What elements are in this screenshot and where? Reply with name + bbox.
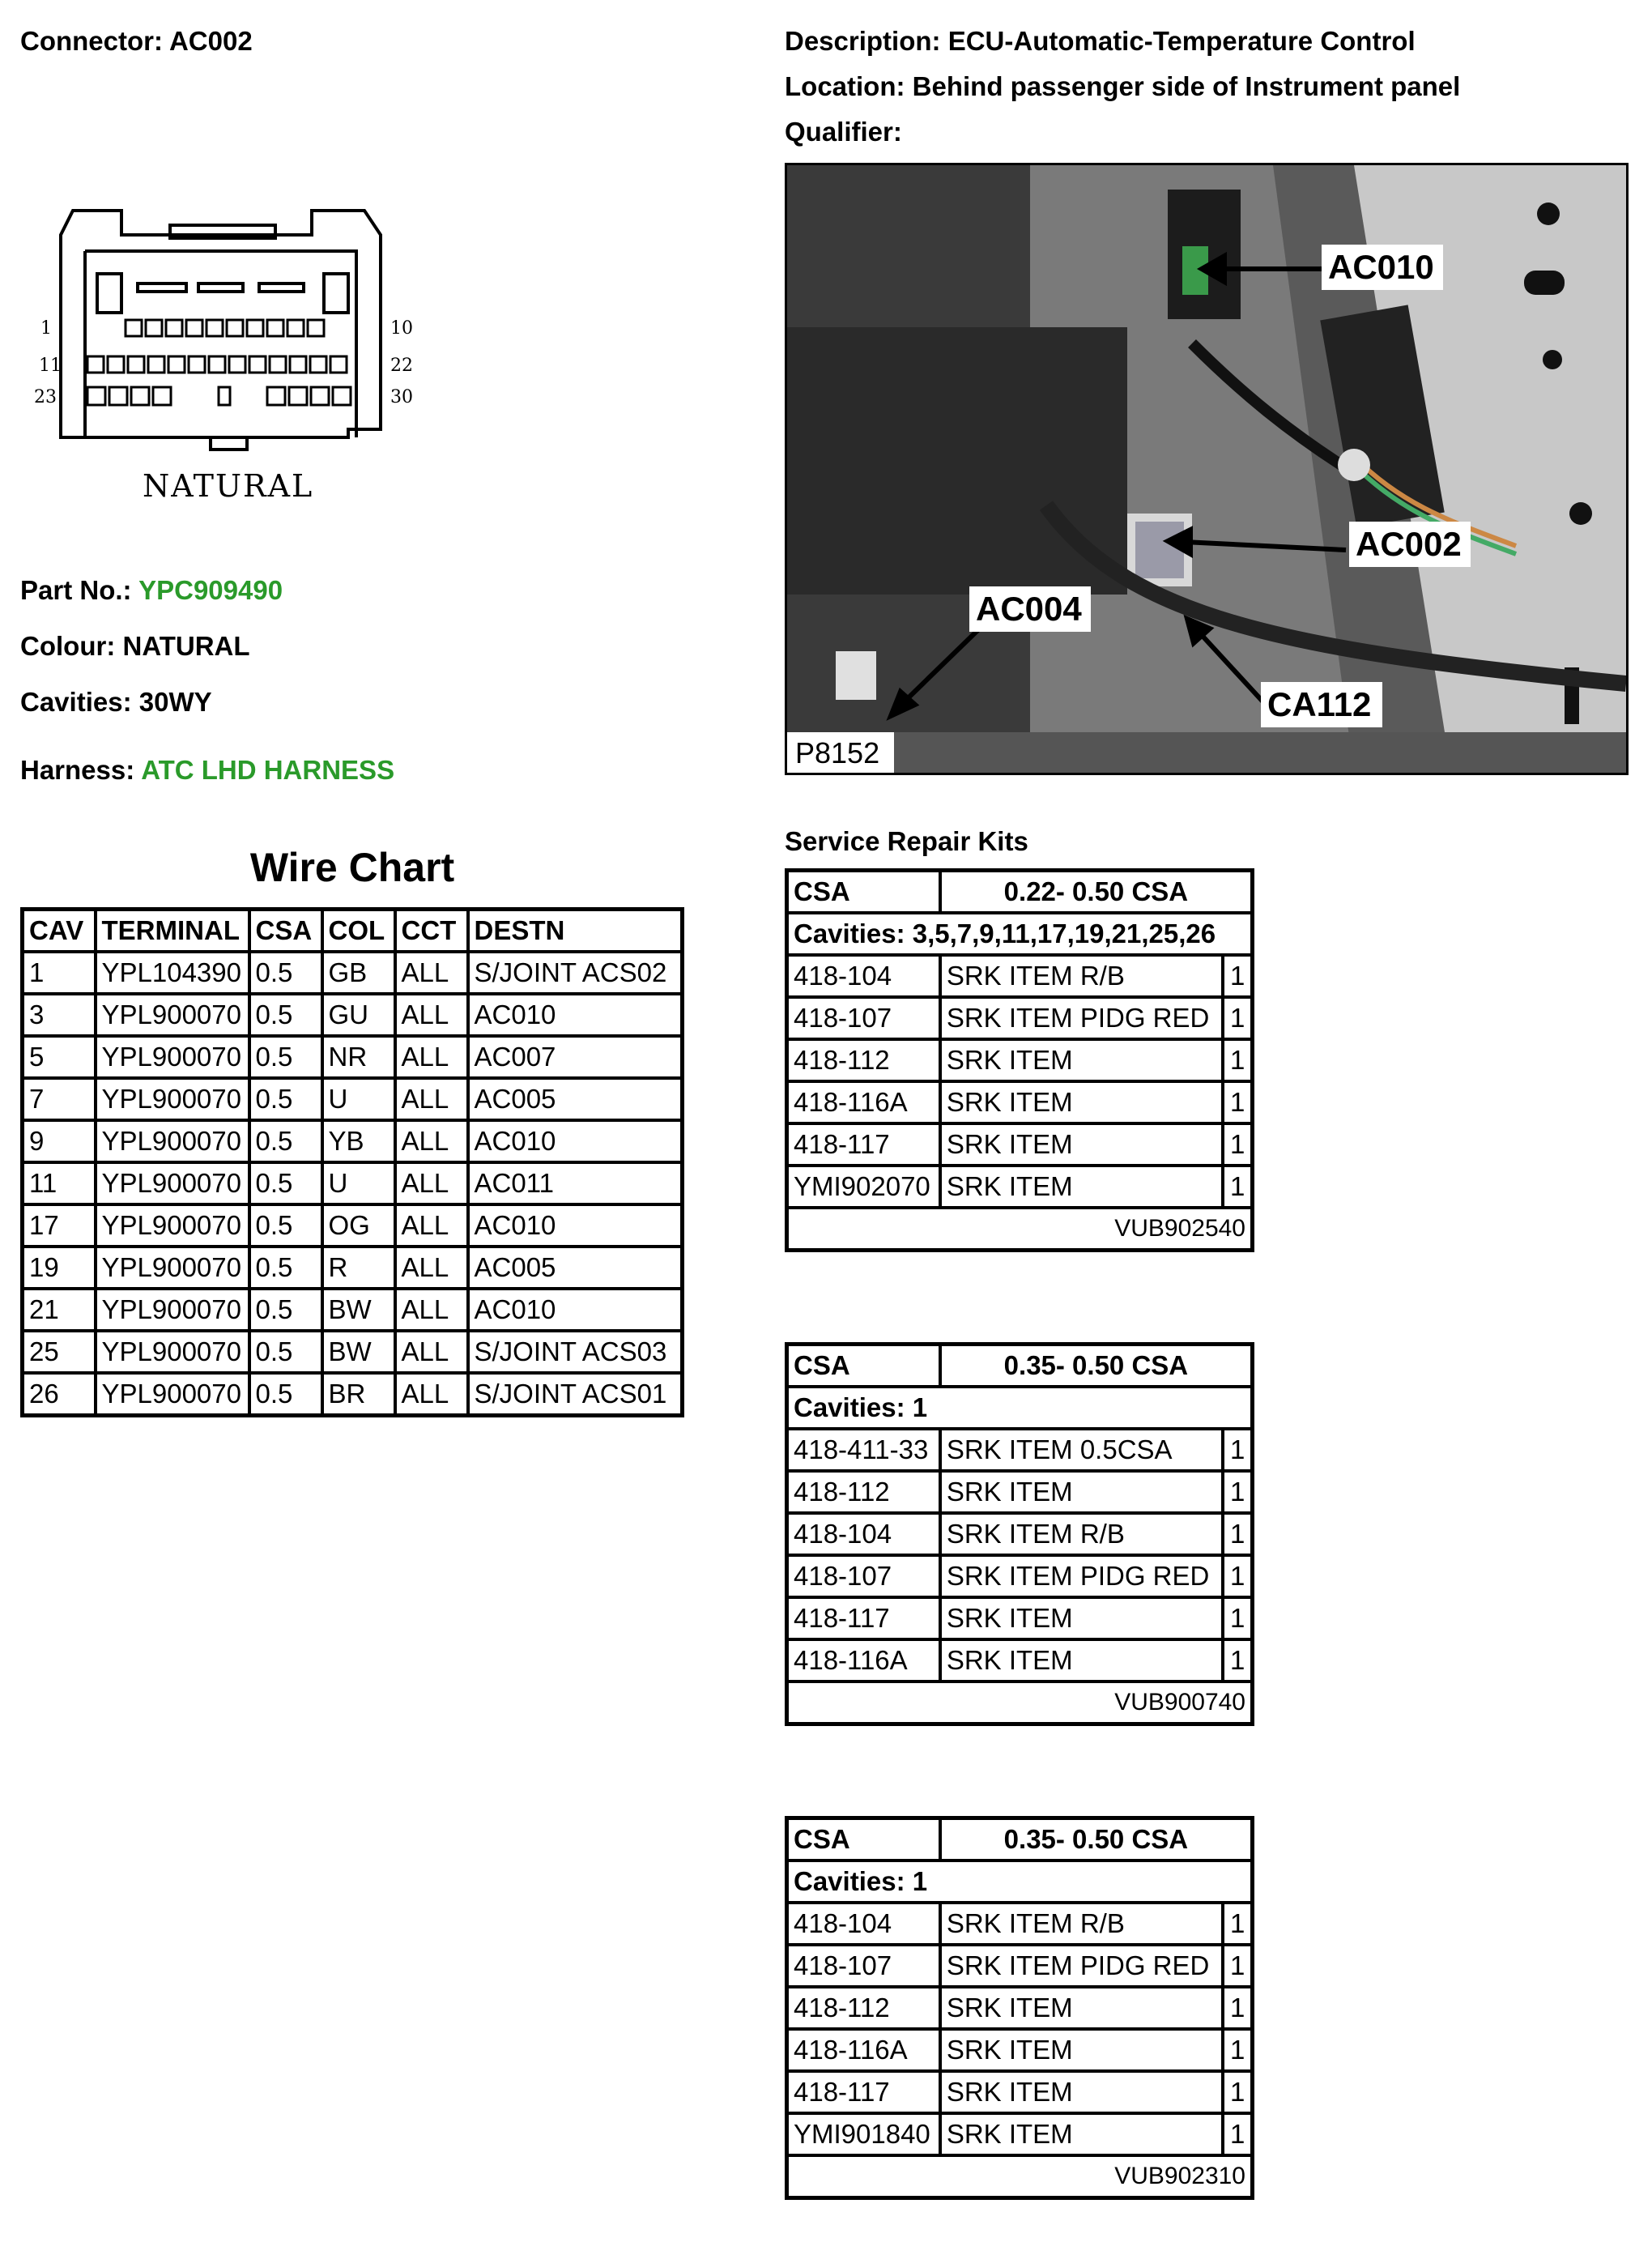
wire-chart-cell: ALL [395, 1204, 468, 1247]
kit-item-part: 418-117 [787, 2071, 940, 2113]
kit-item-part: 418-117 [787, 1597, 940, 1639]
kit-item-desc: SRK ITEM PIDG RED [940, 1555, 1223, 1597]
wire-chart-cell: ALL [395, 1331, 468, 1373]
photo-id: P8152 [795, 736, 880, 769]
kit-item-part: 418-104 [787, 1903, 940, 1945]
kit-item-row [787, 1513, 1253, 1555]
wire-chart-cell: 0.5 [249, 952, 322, 994]
colour-line: Colour: NATURAL [20, 631, 250, 661]
kit-item-row [787, 1903, 1253, 1945]
wire-chart-cell: 7 [23, 1078, 96, 1120]
pin-label-30: 30 [390, 387, 413, 407]
kit-item-qty: 1 [1223, 2113, 1252, 2155]
kit-item-row [787, 2029, 1253, 2071]
wire-chart-cell: YPL104390 [96, 952, 249, 994]
wire-chart-cell: 17 [23, 1204, 96, 1247]
wire-chart-cell: YPL900070 [96, 1247, 249, 1289]
wire-chart-cell: 26 [23, 1373, 96, 1416]
kit-number: VUB902540 [787, 1208, 1253, 1251]
wire-chart-title: Wire Chart [249, 845, 455, 890]
kit-item-row [787, 1166, 1253, 1208]
wire-chart-cell: S/JOINT ACS02 [468, 952, 683, 994]
kit-item-desc: SRK ITEM [940, 1597, 1223, 1639]
kit-item-desc: SRK ITEM [940, 2113, 1223, 2155]
kit-item-qty: 1 [1223, 1987, 1252, 2029]
kit-item-row [787, 1597, 1253, 1639]
pin-label-10: 10 [390, 318, 413, 339]
kit-csa-range: 0.35- 0.50 CSA [940, 1818, 1253, 1861]
wire-chart-cell: 9 [23, 1120, 96, 1162]
location-line: Location: Behind passenger side of Instrument panel [785, 71, 1461, 101]
kit-item-desc: SRK ITEM PIDG RED [940, 1945, 1223, 1987]
wire-chart-cell: 5 [23, 1036, 96, 1078]
col-destn: DESTN [468, 910, 683, 953]
kit-item-part: YMI902070 [787, 1166, 940, 1208]
qualifier-line: Qualifier: [785, 117, 902, 147]
kit-item-desc: SRK ITEM [940, 1639, 1223, 1682]
kit-csa-label: CSA [787, 871, 940, 914]
kit-csa-range: 0.22- 0.50 CSA [940, 871, 1253, 914]
kit-item-desc: SRK ITEM [940, 1987, 1223, 2029]
kit-item-row [787, 1987, 1253, 2029]
kit-item-qty: 1 [1223, 997, 1252, 1039]
kit-item-row [787, 1123, 1253, 1166]
col-csa: CSA [249, 910, 322, 953]
wire-chart-cell: YPL900070 [96, 994, 249, 1036]
wire-chart-row [23, 1204, 683, 1247]
kit-cavities: Cavities: 1 [787, 1861, 1253, 1903]
kit-item-row [787, 1429, 1253, 1471]
wire-chart-cell: YB [322, 1120, 395, 1162]
col-cct: CCT [395, 910, 468, 953]
wire-chart-cell: 0.5 [249, 994, 322, 1036]
wire-chart-cell: AC010 [468, 1120, 683, 1162]
kit-item-qty: 1 [1223, 1639, 1252, 1682]
kit-item-qty: 1 [1223, 1513, 1252, 1555]
wire-chart-row [23, 994, 683, 1036]
wire-chart-cell: BW [322, 1289, 395, 1331]
wire-chart-cell: YPL900070 [96, 1289, 249, 1331]
wire-chart-cell: GU [322, 994, 395, 1036]
kit-item-part: 418-107 [787, 1555, 940, 1597]
kit-item-row [787, 1039, 1253, 1081]
wire-chart-cell: U [322, 1078, 395, 1120]
wire-chart-cell: ALL [395, 1373, 468, 1416]
kit-item-qty: 1 [1223, 2071, 1252, 2113]
wire-chart-row [23, 1162, 683, 1204]
kit-item-row [787, 955, 1253, 997]
kit-item-part: 418-107 [787, 1945, 940, 1987]
wire-chart-cell: S/JOINT ACS03 [468, 1331, 683, 1373]
wire-chart-cell: 21 [23, 1289, 96, 1331]
wire-chart-cell: 0.5 [249, 1078, 322, 1120]
pin-row-1 [126, 320, 324, 336]
wire-chart-cell: AC005 [468, 1247, 683, 1289]
wire-chart-row [23, 1289, 683, 1331]
kit-item-part: YMI901840 [787, 2113, 940, 2155]
wire-chart-row [23, 1331, 683, 1373]
kit-number: VUB900740 [787, 1682, 1253, 1724]
kit-item-part: 418-117 [787, 1123, 940, 1166]
kit-item-row [787, 1555, 1253, 1597]
kit-item-row [787, 1081, 1253, 1123]
callout-ac004: AC004 [976, 590, 1082, 628]
kit-number: VUB902310 [787, 2155, 1253, 2198]
wire-chart-row [23, 1120, 683, 1162]
pin-label-22: 22 [390, 356, 413, 376]
kit-item-desc: SRK ITEM [940, 1081, 1223, 1123]
kit-item-row [787, 1945, 1253, 1987]
kit-item-part: 418-104 [787, 1513, 940, 1555]
kit-item-desc: SRK ITEM [940, 1471, 1223, 1513]
wire-chart-cell: 0.5 [249, 1373, 322, 1416]
wire-chart-cell: 19 [23, 1247, 96, 1289]
kit-item-qty: 1 [1223, 1903, 1252, 1945]
wire-chart-cell: YPL900070 [96, 1162, 249, 1204]
kit-item-qty: 1 [1223, 1039, 1252, 1081]
connector-heading: Connector: AC002 [20, 26, 253, 56]
service-kit-table [785, 1342, 1254, 1726]
kit-csa-range: 0.35- 0.50 CSA [940, 1345, 1253, 1387]
cavities-line: Cavities: 30WY [20, 687, 212, 717]
wire-chart-cell: 0.5 [249, 1120, 322, 1162]
kit-item-part: 418-116A [787, 1639, 940, 1682]
wire-chart-cell: ALL [395, 1120, 468, 1162]
service-kit-table [785, 1816, 1254, 2200]
wire-chart-cell: AC010 [468, 994, 683, 1036]
callout-ac002: AC002 [1356, 525, 1462, 563]
kit-item-qty: 1 [1223, 1166, 1252, 1208]
kit-item-desc: SRK ITEM [940, 1166, 1223, 1208]
kit-item-qty: 1 [1223, 1597, 1252, 1639]
pin-label-11: 11 [39, 356, 62, 376]
kit-cavities: Cavities: 3,5,7,9,11,17,19,21,25,26 [787, 913, 1253, 955]
pin-label-1: 1 [40, 318, 52, 339]
kit-item-qty: 1 [1223, 2029, 1252, 2071]
kit-csa-label: CSA [787, 1345, 940, 1387]
kit-item-part: 418-112 [787, 1039, 940, 1081]
kit-item-qty: 1 [1223, 1555, 1252, 1597]
wire-chart-cell: ALL [395, 1162, 468, 1204]
wire-chart-cell: ALL [395, 1289, 468, 1331]
wire-chart-cell: ALL [395, 1247, 468, 1289]
kit-item-desc: SRK ITEM [940, 2029, 1223, 2071]
kit-item-row [787, 1639, 1253, 1682]
kit-item-part: 418-411-33 [787, 1429, 940, 1471]
kit-item-qty: 1 [1223, 955, 1252, 997]
wire-chart-cell: YPL900070 [96, 1078, 249, 1120]
wire-chart-cell: YPL900070 [96, 1331, 249, 1373]
wire-chart-cell: ALL [395, 1078, 468, 1120]
kit-item-part: 418-104 [787, 955, 940, 997]
wire-chart-row [23, 1078, 683, 1120]
wire-chart-cell: 3 [23, 994, 96, 1036]
kit-csa-label: CSA [787, 1818, 940, 1861]
wire-chart-cell: AC010 [468, 1289, 683, 1331]
wire-chart-cell: 0.5 [249, 1289, 322, 1331]
kit-item-qty: 1 [1223, 1429, 1252, 1471]
wire-chart-cell: AC011 [468, 1162, 683, 1204]
wire-chart-cell: GB [322, 952, 395, 994]
connector-colour-caption: NATURAL [143, 468, 314, 504]
wire-chart-cell: OG [322, 1204, 395, 1247]
kit-item-row [787, 1471, 1253, 1513]
wire-chart-cell: 11 [23, 1162, 96, 1204]
wire-chart-cell: AC010 [468, 1204, 683, 1247]
wire-chart-cell: ALL [395, 994, 468, 1036]
wire-chart-cell: 0.5 [249, 1036, 322, 1078]
wire-chart-cell: U [322, 1162, 395, 1204]
kit-item-desc: SRK ITEM R/B [940, 1513, 1223, 1555]
kit-item-part: 418-116A [787, 2029, 940, 2071]
kit-item-desc: SRK ITEM R/B [940, 1903, 1223, 1945]
kit-item-qty: 1 [1223, 1081, 1252, 1123]
kit-item-desc: SRK ITEM 0.5CSA [940, 1429, 1223, 1471]
wire-chart-table [20, 907, 684, 1417]
wire-chart-cell: BW [322, 1331, 395, 1373]
wire-chart-cell: 1 [23, 952, 96, 994]
wire-chart-cell: S/JOINT ACS01 [468, 1373, 683, 1416]
wire-chart-cell: ALL [395, 1036, 468, 1078]
col-cav: CAV [23, 910, 96, 953]
description-line: Description: ECU-Automatic-Temperature Control [785, 26, 1416, 56]
wire-chart-cell: YPL900070 [96, 1204, 249, 1247]
wire-chart-cell: YPL900070 [96, 1120, 249, 1162]
wire-chart-cell: AC005 [468, 1078, 683, 1120]
wire-chart-cell: 0.5 [249, 1162, 322, 1204]
wire-chart-row [23, 1036, 683, 1078]
kit-item-row [787, 997, 1253, 1039]
kit-item-part: 418-116A [787, 1081, 940, 1123]
wire-chart-cell: NR [322, 1036, 395, 1078]
wire-chart-cell: 0.5 [249, 1247, 322, 1289]
wire-chart-cell: BR [322, 1373, 395, 1416]
location-photo [785, 163, 1629, 775]
wire-chart-row [23, 1247, 683, 1289]
kit-item-qty: 1 [1223, 1945, 1252, 1987]
pin-label-23: 23 [34, 387, 57, 407]
kit-item-qty: 1 [1223, 1471, 1252, 1513]
kit-item-row [787, 2071, 1253, 2113]
kit-cavities: Cavities: 1 [787, 1387, 1253, 1429]
wire-chart-cell: ALL [395, 952, 468, 994]
wire-chart-header [23, 910, 683, 953]
harness-line: Harness: ATC LHD HARNESS [20, 755, 395, 785]
kit-item-desc: SRK ITEM R/B [940, 955, 1223, 997]
col-col: COL [322, 910, 395, 953]
callout-ca112: CA112 [1267, 685, 1372, 723]
pin-row-2 [87, 356, 347, 373]
kit-item-part: 418-112 [787, 1471, 940, 1513]
part-number: Part No.: YPC909490 [20, 575, 283, 605]
kit-item-desc: SRK ITEM [940, 1123, 1223, 1166]
col-terminal: TERMINAL [96, 910, 249, 953]
wire-chart-cell: 0.5 [249, 1204, 322, 1247]
wire-chart-row [23, 1373, 683, 1416]
kit-item-row [787, 2113, 1253, 2155]
wire-chart-cell: YPL900070 [96, 1036, 249, 1078]
kit-item-part: 418-107 [787, 997, 940, 1039]
wire-chart-cell: AC007 [468, 1036, 683, 1078]
pin-row-3 [87, 387, 351, 405]
service-kit-table [785, 868, 1254, 1252]
wire-chart-cell: 25 [23, 1331, 96, 1373]
kit-item-desc: SRK ITEM PIDG RED [940, 997, 1223, 1039]
callout-ac010: AC010 [1328, 248, 1434, 286]
wire-chart-row [23, 952, 683, 994]
wire-chart-cell: YPL900070 [96, 1373, 249, 1416]
kit-item-desc: SRK ITEM [940, 1039, 1223, 1081]
wire-chart-cell: 0.5 [249, 1331, 322, 1373]
kit-item-qty: 1 [1223, 1123, 1252, 1166]
kit-item-desc: SRK ITEM [940, 2071, 1223, 2113]
kit-item-part: 418-112 [787, 1987, 940, 2029]
wire-chart-cell: R [322, 1247, 395, 1289]
service-kits-title: Service Repair Kits [785, 826, 1028, 856]
